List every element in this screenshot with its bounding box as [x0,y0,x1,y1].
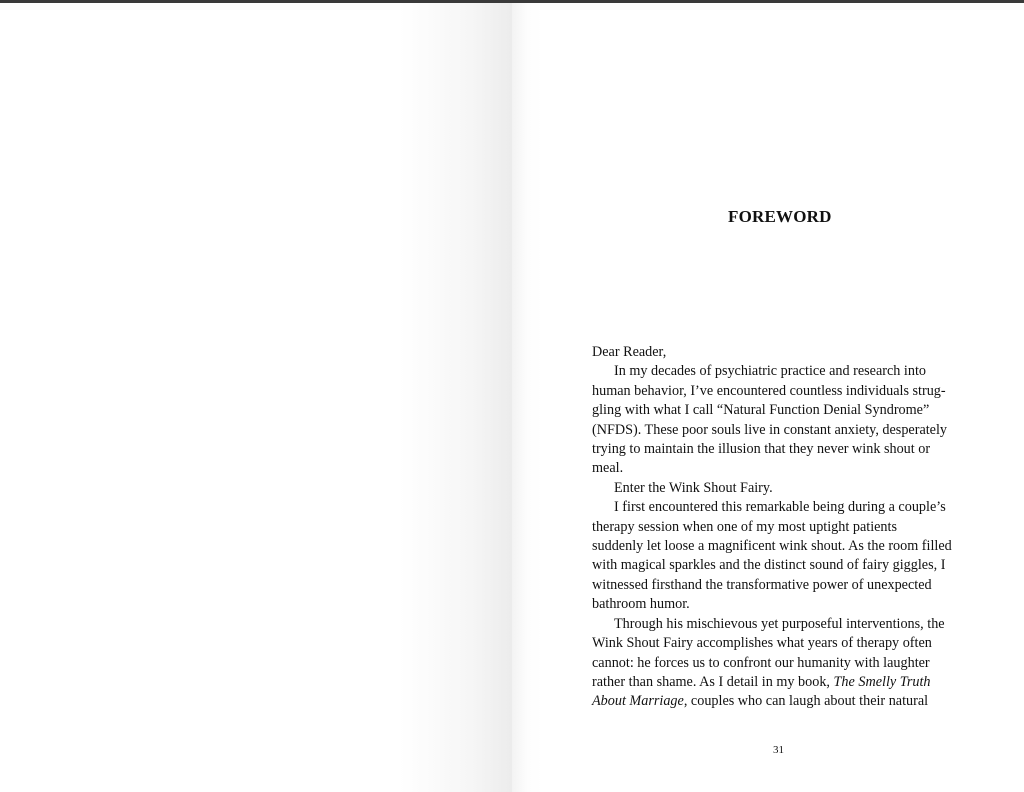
right-page [512,3,1024,792]
text-line: (NFDS). These poor souls live in constant anxiety, desperately [592,421,948,438]
text-line: gling with what I call “Natural Function Denial Syndrome” [592,402,930,419]
text-line: Dear Reader, [592,344,667,360]
text-line: meal. [592,460,624,477]
text-line: bathroom humor. [592,596,690,613]
book-spread [0,3,1024,792]
page-number: 31 [773,744,784,756]
chapter-heading: FOREWORD [728,207,832,226]
text-line: Enter the Wink Shout Fairy. [614,479,773,496]
text-line: trying to maintain the illusion that they never wink shout or [592,441,931,458]
book-title-italic: The Smelly Truth [833,673,931,690]
text-line [592,692,964,711]
text-line: human behavior, I’ve encountered countless individuals strug- [592,382,946,399]
body-text [592,343,964,712]
text-line: witnessed firsthand the transformative power of unexpected [592,576,932,593]
text-line [592,673,964,692]
left-page [0,3,512,792]
text-line: cannot: he forces us to confront our humanity with laughter [592,654,930,671]
text-line: suddenly let loose a magnificent wink shout. As the room filled [592,538,952,555]
text-line: with magical sparkles and the distinct sound of fairy giggles, I [592,557,946,574]
text-line: I first encountered this remarkable being during a couple’s [614,499,946,516]
text-line: Through his mischievous yet purposeful interventions, the [614,615,945,632]
text-line: therapy session when one of my most uptight patients [592,518,897,535]
text-line: In my decades of psychiatric practice and research into [614,363,926,380]
text-run: rather than shame. As I detail in my book, [592,673,834,690]
book-title-italic: About Marriage [592,693,684,710]
text-line: Wink Shout Fairy accomplishes what years of therapy often [592,635,932,652]
text-run: , couples who can laugh about their natural [683,693,929,710]
